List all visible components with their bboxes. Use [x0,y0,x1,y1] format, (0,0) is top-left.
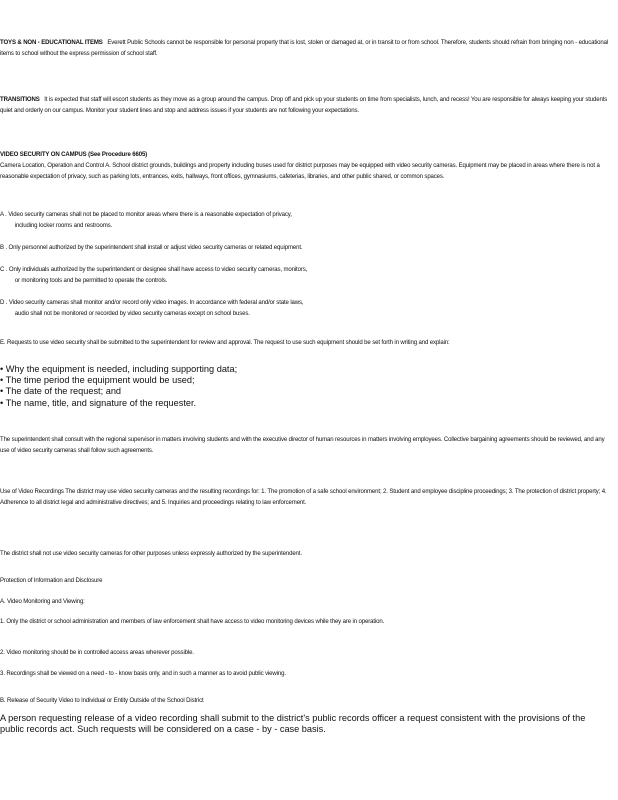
item-d-line1: D . Video security cameras shall monitor and/or record only video images. In accordance with federal and/or state laws, [0,299,304,306]
bullet-item: • The date of the request; and [0,386,122,397]
monitoring-item-2-text: 2. Video monitoring should be in controlled access areas wherever possible. [0,649,194,656]
transitions-section [0,94,610,116]
toys-section [0,37,610,59]
request-bullets [0,364,610,409]
item-a-line1: A . Video security cameras shall not be placed to monitor areas where there is a reasonable expectation of privacy, [0,211,292,218]
monitoring-item-3 [0,668,610,679]
item-e-text: E. Requests to use video security shall be submitted to the superintendent for review and approval. The request to use such equipment should be set forth in writing and explain: [0,339,450,346]
transitions-heading: TRANSITIONS [0,96,40,103]
item-b [0,242,610,253]
monitoring-heading-block [0,596,610,607]
consult-text: The superintendent shall consult with the regional supervisor in matters involving students and with the executive director of human resources in matters involving employees. Collective bargaining agreements should be reviewed, and any use of video security cameras shall follow such agreements. [0,436,605,454]
item-a-line2: including locker rooms and restrooms. [14,222,113,229]
toys-text: Everett Public Schools cannot be responsible for personal property that is lost, stolen or damaged at, or in transit to or from school. Therefore, students should refrain from bringing non - educational items to school without the express permission of school staff. [0,39,609,57]
item-e [0,337,610,348]
use-paragraph [0,486,610,508]
item-d [0,297,610,319]
monitoring-item-2 [0,647,610,658]
not-use-paragraph [0,548,610,559]
release-paragraph [0,713,610,735]
monitoring-item-1 [0,616,610,627]
bullet-item: • The name, title, and signature of the requester. [0,397,197,408]
video-heading: VIDEO SECURITY ON CAMPUS (See Procedure 6605) [0,151,148,158]
video-intro: Camera Location, Operation and Control A. School district grounds, buildings and property including buses used for district purposes may be equipped with video security cameras. Equipment may be placed in areas where there is not a reasonable expectation of privacy, such as parking lots, entrances, exits, hallways, front offices, gymnasiums, cafeterias, libraries, and other public shared, or common spaces. [0,162,600,180]
transitions-text: It is expected that staff will escort students as they move as a group around the campus. Drop off and pick up your students on time from specialists, lunch, and recess! You are responsible for always keeping your students quiet and orderly on our campus. Monitor your student lines and stop and address issues if your students are not following your expectations. [0,96,608,114]
monitoring-heading: A. Video Monitoring and Viewing: [0,598,85,605]
not-use-text: The district shall not use video security cameras for other purposes unless expressly authorized by the superintendent. [0,550,302,557]
item-b-line: B . Only personnel authorized by the superintendent shall install or adjust video security cameras or related equipment. [0,244,303,251]
release-heading: B. Release of Security Video to Individual or Entity Outside of the School District [0,697,204,704]
item-c-line2: or monitoring tools and be permitted to operate the controls. [14,277,168,284]
item-c [0,264,610,286]
item-d-line2: audio shall not be monitored or recorded by video security cameras except on school buses. [14,310,250,317]
consult-paragraph [0,434,610,456]
item-a [0,209,610,231]
use-text: Use of Video Recordings The district may use video security cameras and the resulting recordings for: 1. The promotion of a safe school environment; 2. Student and employee discipline proceedings; 3. The protection of district property; 4. Adherence to all district legal and administrative directives; and 5. Inquiries and proceedings relating to law enforcement. [0,488,607,506]
item-c-line1: C . Only individuals authorized by the superintendent or designee shall have access to video security cameras, monitors, [0,266,308,273]
release-text: A person requesting release of a video recording shall submit to the district's public records officer a request consistent with the provisions of the public records act. Such requests will be considered on a case - by - case basis. [0,713,586,735]
toys-heading: TOYS & NON - EDUCATIONAL ITEMS [0,39,103,46]
monitoring-item-3-text: 3. Recordings shall be viewed on a need - to - know basis only, and in such a manner as to avoid public viewing. [0,670,286,677]
bullet-item: • The time period the equipment would be used; [0,375,195,386]
video-section-intro [0,149,610,182]
release-heading-block [0,695,610,706]
protection-heading: Protection of Information and Disclosure [0,577,103,584]
monitoring-item-1-text: 1. Only the district or school administration and members of law enforcement shall have access to video monitoring devices while they are in operation. [0,618,385,625]
protection-heading-block [0,575,610,586]
bullet-item: • Why the equipment is needed, including supporting data; [0,364,238,374]
